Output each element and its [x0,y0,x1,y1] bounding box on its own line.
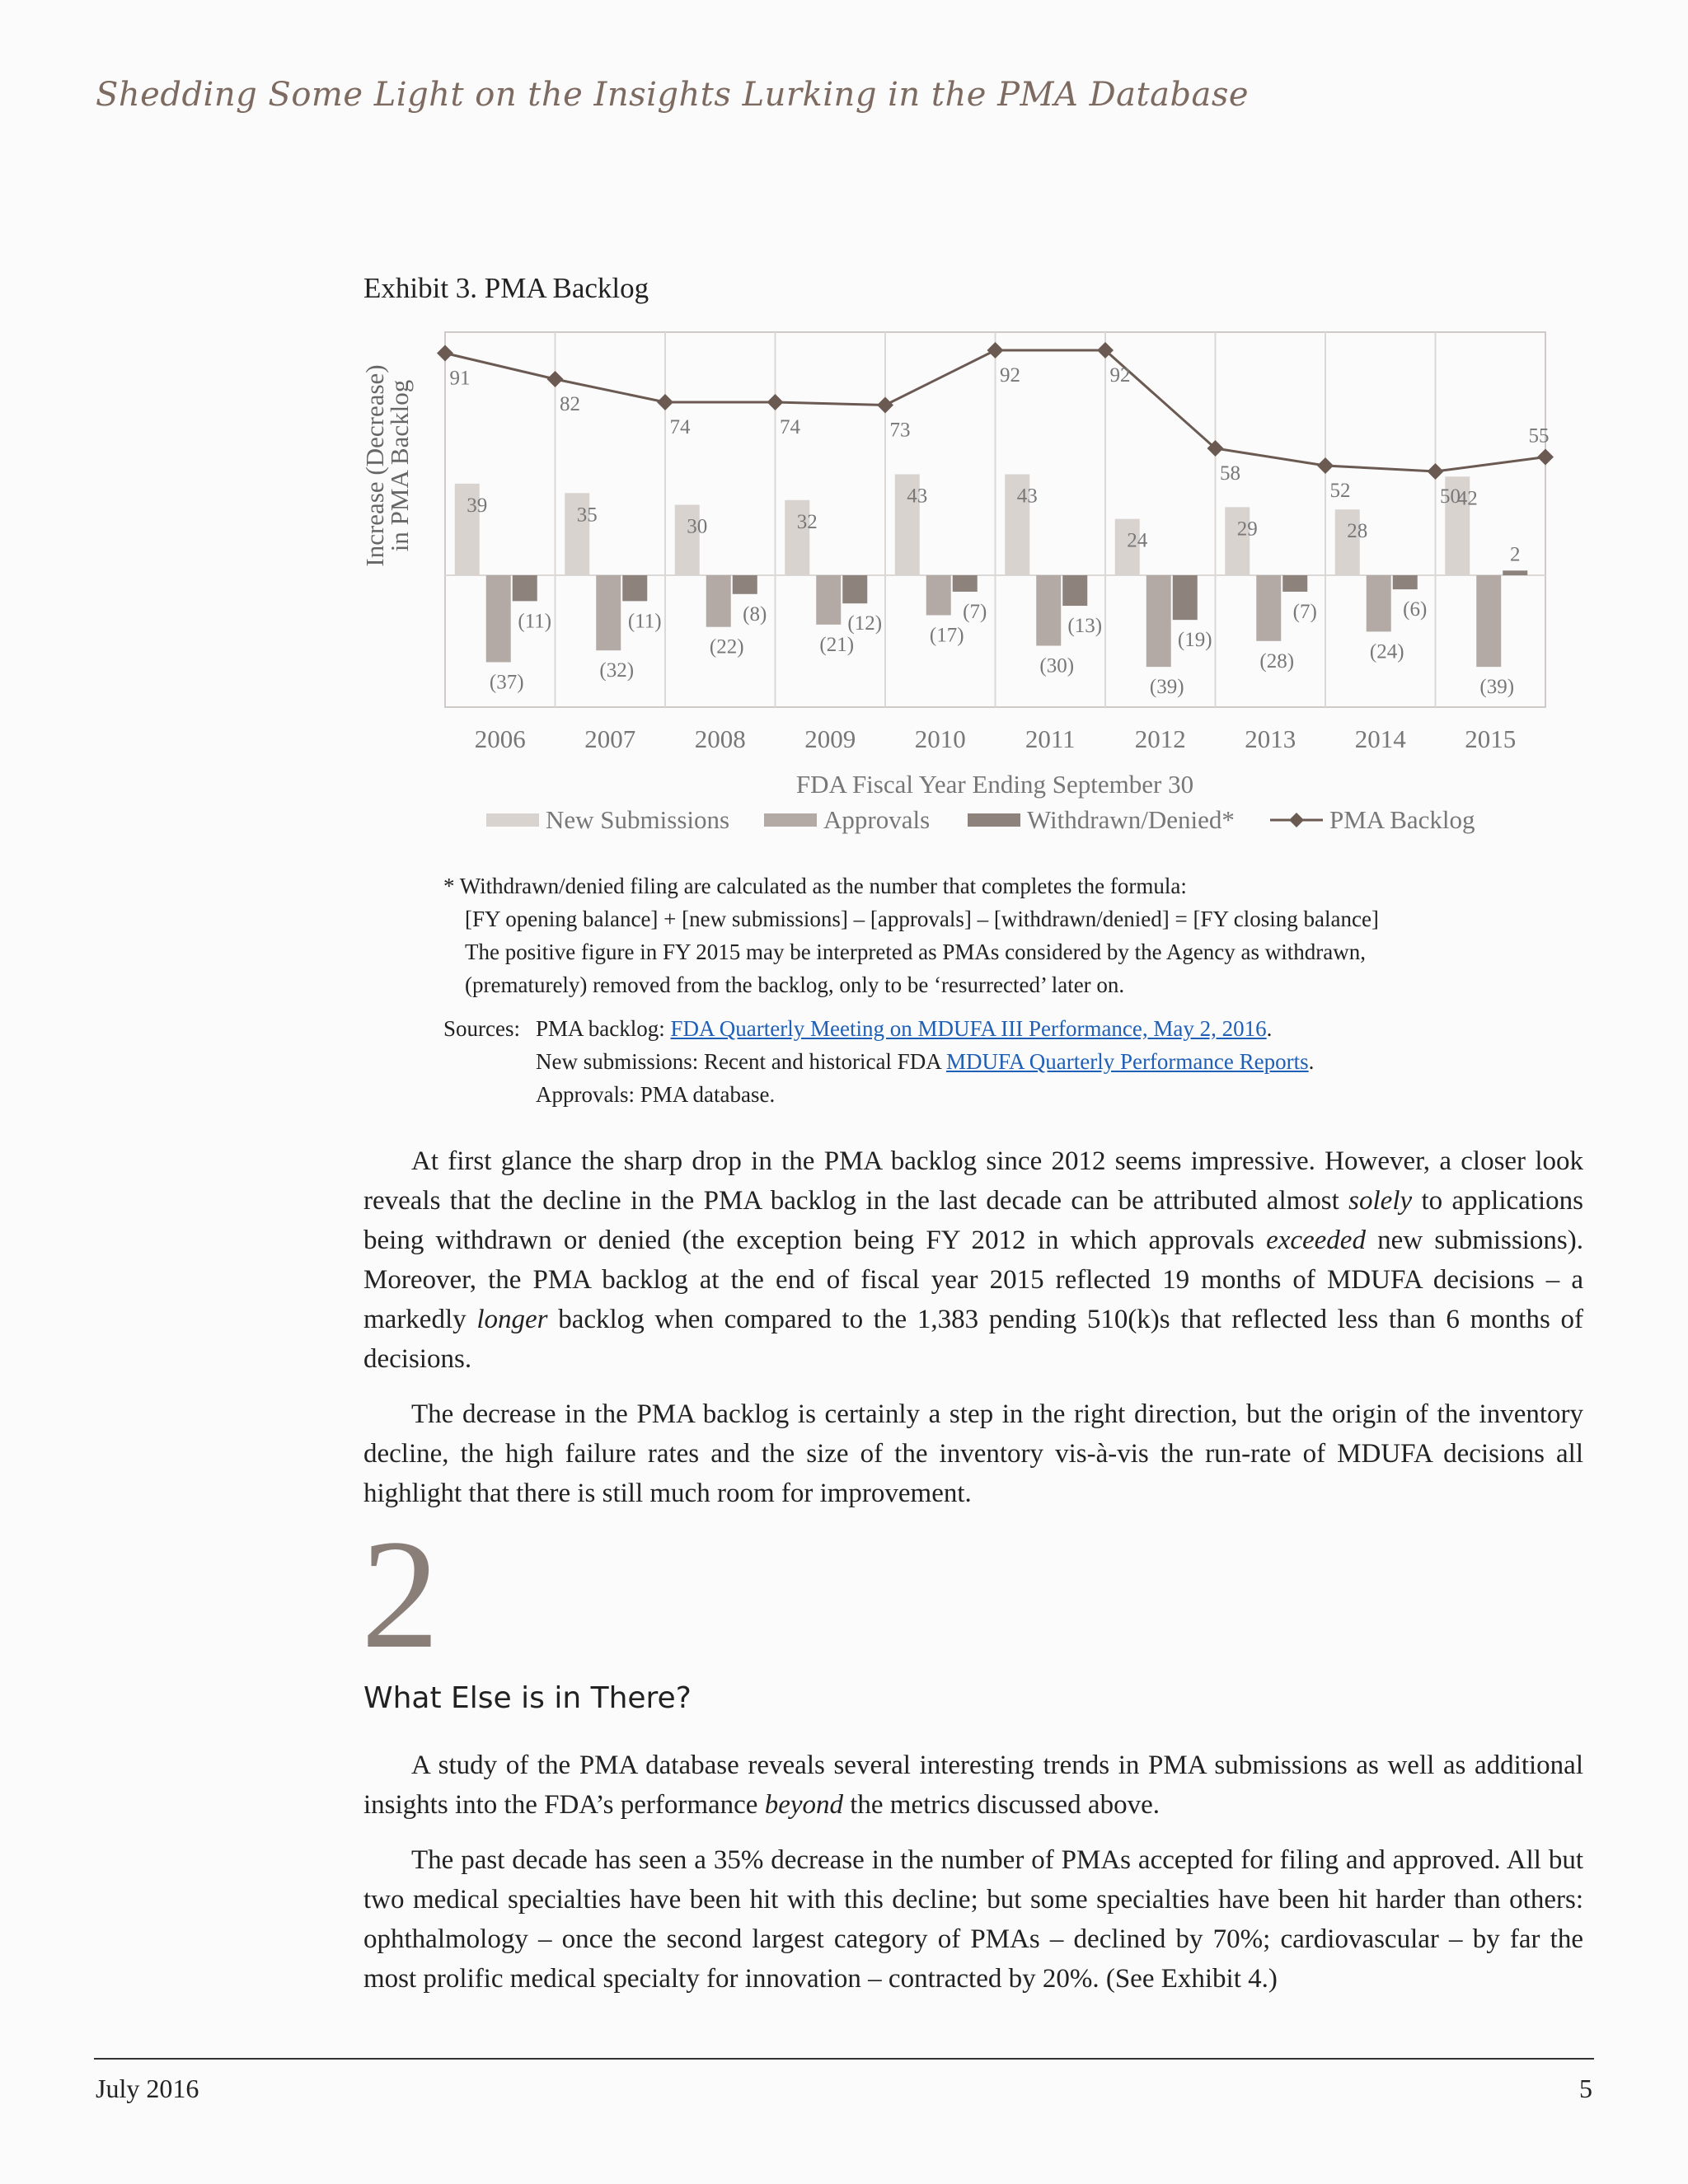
body-paragraph: The past decade has seen a 35% decrease in the number of PMAs accepted for filing and approved. All but two medical specialties have been hit with this decline; but some specialties have been hit harder than others: ophthalmology – once the second largest category of PMAs – declined by 70%; cardiovascular – by far the most prolific medical specialty for innovation – contracted by 20%. (See Exhibit 4.) [363,1845,1583,1994]
footnote-line [443,869,1515,902]
bar-data-label: (7) [1292,600,1317,623]
bar-data-label: (22) [709,635,744,658]
bar-approvals [1476,575,1501,667]
body-paragraph: The decrease in the PMA backlog is certainly a step in the right direction, but the origin of the inventory decline, the high failure rates and the size of the inventory vis-à-vis the run-rate of MDUFA decisions all highlight that there is still much room for improvement. [363,1399,1583,1508]
bar-data-label: 42 [1456,487,1478,510]
bar-data-label: (37) [489,671,524,694]
backlog-data-label: 74 [669,416,691,438]
x-tick-label: 2008 [694,724,746,753]
source-prefix: PMA backlog: [536,1016,671,1041]
backlog-data-label: 74 [780,416,800,438]
bar-data-label: 24 [1127,529,1148,552]
backlog-data-label: 92 [1000,364,1020,387]
bar-data-label: 39 [467,494,488,517]
y-axis-label-line: in PMA Backlog [385,379,414,552]
bar-approvals [1146,575,1171,667]
bar-data-label: 28 [1347,520,1368,543]
backlog-marker [1537,449,1554,466]
source-entry: Approvals: PMA database. [536,1082,776,1107]
footnote-marker: * [443,874,455,898]
emphasis: solely [1348,1186,1413,1216]
backlog-data-label: 92 [1109,364,1131,387]
footer-date: July 2016 [96,2074,199,2103]
text-run: the metrics discussed above. [842,1790,1160,1820]
bar-data-label: (13) [1067,615,1103,638]
backlog-data-label: 82 [560,393,580,415]
bar-data-label: 43 [1016,485,1038,508]
x-tick-label: 2010 [914,724,966,753]
bar-approvals [926,575,951,615]
backlog-marker [987,342,1004,359]
bar-data-label: (11) [518,610,552,633]
chart-footnote [443,869,1515,1001]
legend-marker [1289,813,1304,827]
bar-data-label: (8) [743,602,767,626]
footer-rule [94,2058,1594,2060]
y-axis-label-line: Increase (Decrease) [360,364,389,567]
running-header-title: Shedding Some Light on the Insights Lurking in the PMA Database [96,76,1250,114]
x-tick-label: 2015 [1465,724,1517,753]
backlog-marker [437,345,453,362]
x-tick-label: 2007 [584,724,636,753]
bar-series [455,474,1528,667]
backlog-data-label: 91 [449,367,471,390]
footnote-line: The positive figure in FY 2015 may be interpreted as PMAs considered by the Agency as withdrawn, [465,940,1367,964]
bar-data-label: (19) [1177,629,1212,652]
legend-swatch [764,813,817,827]
bar-data-label: 35 [576,504,598,527]
bar-approvals [816,575,841,625]
text-run: to applications being withdrawn or denied (the exception being FY 2012 in which approvals [363,1186,1583,1255]
text-run: backlog when compared to the 1,383 pending 510(k)s that reflected less than 6 months of decisions. [363,1305,1584,1374]
bar-approvals [1367,575,1391,631]
x-axis-tick-labels [475,724,1517,753]
bar-withdrawn-denied [1282,575,1307,592]
bar-data-label: (11) [627,610,662,633]
sources-label: Sources: [443,1016,520,1041]
bar-withdrawn-denied [1393,575,1418,589]
bar-approvals [706,575,731,627]
x-tick-label: 2014 [1354,724,1406,753]
bar-data-label: (24) [1369,640,1404,663]
chart-legend [486,805,1475,834]
legend-label: PMA Backlog [1329,805,1475,834]
bar-approvals [1036,575,1061,646]
bar-approvals [1256,575,1281,641]
bar-approvals [486,575,511,662]
source-entry [536,1012,1272,1045]
bar-withdrawn-denied [1503,570,1527,575]
bar-data-label: 30 [687,515,708,538]
legend-label: New Submissions [546,805,730,834]
x-tick-label: 2012 [1134,724,1186,753]
bar-data-label: (28) [1259,649,1295,673]
bar-data-label: (32) [599,659,635,682]
bar-data-label: (6) [1403,598,1428,621]
bar-data-label: (39) [1149,676,1184,699]
section-number: 2 [361,1508,439,1681]
emphasis: exceeded [1266,1226,1366,1255]
footnote-formula: [FY opening balance] + [new submissions] – [approvals] – [withdrawn/denied] = [FY closing balance] [465,907,1379,931]
bar-data-label: (21) [819,633,855,656]
backlog-marker [1317,457,1334,474]
bar-withdrawn-denied [953,575,978,592]
backlog-marker [1428,463,1444,480]
text-run: At first glance the sharp drop in the PMA backlog since 2012 seems impressive. However, a closer look reveals that the decline in the PMA backlog in the last decade can be attributed almost [363,1146,1583,1216]
footnote-line: (prematurely) removed from the backlog, only to be ‘resurrected’ later on. [465,972,1125,997]
chart-sources [443,1012,1556,1111]
text-run: A study of the PMA database reveals several interesting trends in PMA submissions as well as additional insights into the FDA’s performance [363,1750,1583,1820]
bar-withdrawn-denied [1062,575,1087,606]
bar-withdrawn-denied [513,575,537,601]
backlog-data-label: 50 [1440,485,1461,508]
backlog-data-label: 55 [1528,424,1550,448]
x-tick-label: 2009 [804,724,856,753]
body-paragraph [363,1141,1583,1379]
bar-withdrawn-denied [1173,575,1198,620]
x-axis-label: FDA Fiscal Year Ending September 30 [795,770,1194,799]
text-run: new submissions). Moreover, the PMA backlog at the end of fiscal year 2015 reflected 19 months of MDUFA decisions – a markedly [363,1226,1583,1334]
bar-data-label: 32 [796,510,818,533]
legend-swatch [968,813,1020,827]
x-tick-label: 2011 [1025,724,1076,753]
bar-data-label: 43 [907,485,928,508]
backlog-marker [877,397,893,414]
bar-withdrawn-denied [622,575,647,601]
y-axis-label [360,364,414,566]
bar-data-label: 29 [1236,518,1258,541]
fda-quarterly-meeting-link[interactable]: FDA Quarterly Meeting on MDUFA III Performance, May 2, 2016 [670,1016,1267,1041]
section-heading: What Else is in There? [363,1681,692,1715]
backlog-data-label: 52 [1329,480,1351,502]
bar-data-label: (17) [929,624,964,647]
backlog-marker [767,394,784,410]
footnote-text: Withdrawn/denied filing are calculated as the number that completes the formula: [459,874,1187,898]
page-number: 5 [1579,2074,1592,2103]
bar-data-label: (12) [847,612,883,635]
bar-withdrawn-denied [842,575,867,603]
source-entry [443,1045,1556,1078]
mdufa-reports-link[interactable]: MDUFA Quarterly Performance Reports [945,1049,1309,1074]
body-paragraph [363,1746,1583,1825]
source-suffix: . [1308,1049,1315,1074]
emphasis: beyond [764,1790,843,1820]
body-section-1 [363,1141,1583,1529]
backlog-marker [657,394,673,410]
backlog-data-label: 73 [889,419,911,442]
bar-withdrawn-denied [733,575,757,594]
source-prefix: New submissions: Recent and historical FDA [536,1049,946,1074]
bar-data-label: (39) [1479,676,1515,699]
source-row [443,1012,1556,1045]
backlog-data-label: 58 [1220,462,1240,485]
legend-swatch [486,813,539,827]
x-tick-label: 2013 [1245,724,1296,753]
bar-data-label: (7) [963,600,987,623]
source-suffix: . [1266,1016,1273,1041]
bar-data-label: 2 [1510,543,1521,566]
backlog-marker [547,371,564,387]
bar-approvals [596,575,621,650]
pma-backlog-chart [354,317,1624,853]
exhibit-title: Exhibit 3. PMA Backlog [363,272,649,304]
legend-label: Withdrawn/Denied* [1027,805,1235,834]
bar-data-label: (30) [1039,654,1075,677]
x-tick-label: 2006 [474,724,526,753]
body-section-2 [363,1746,1583,2014]
legend-label: Approvals [823,805,931,834]
emphasis: longer [476,1305,548,1334]
